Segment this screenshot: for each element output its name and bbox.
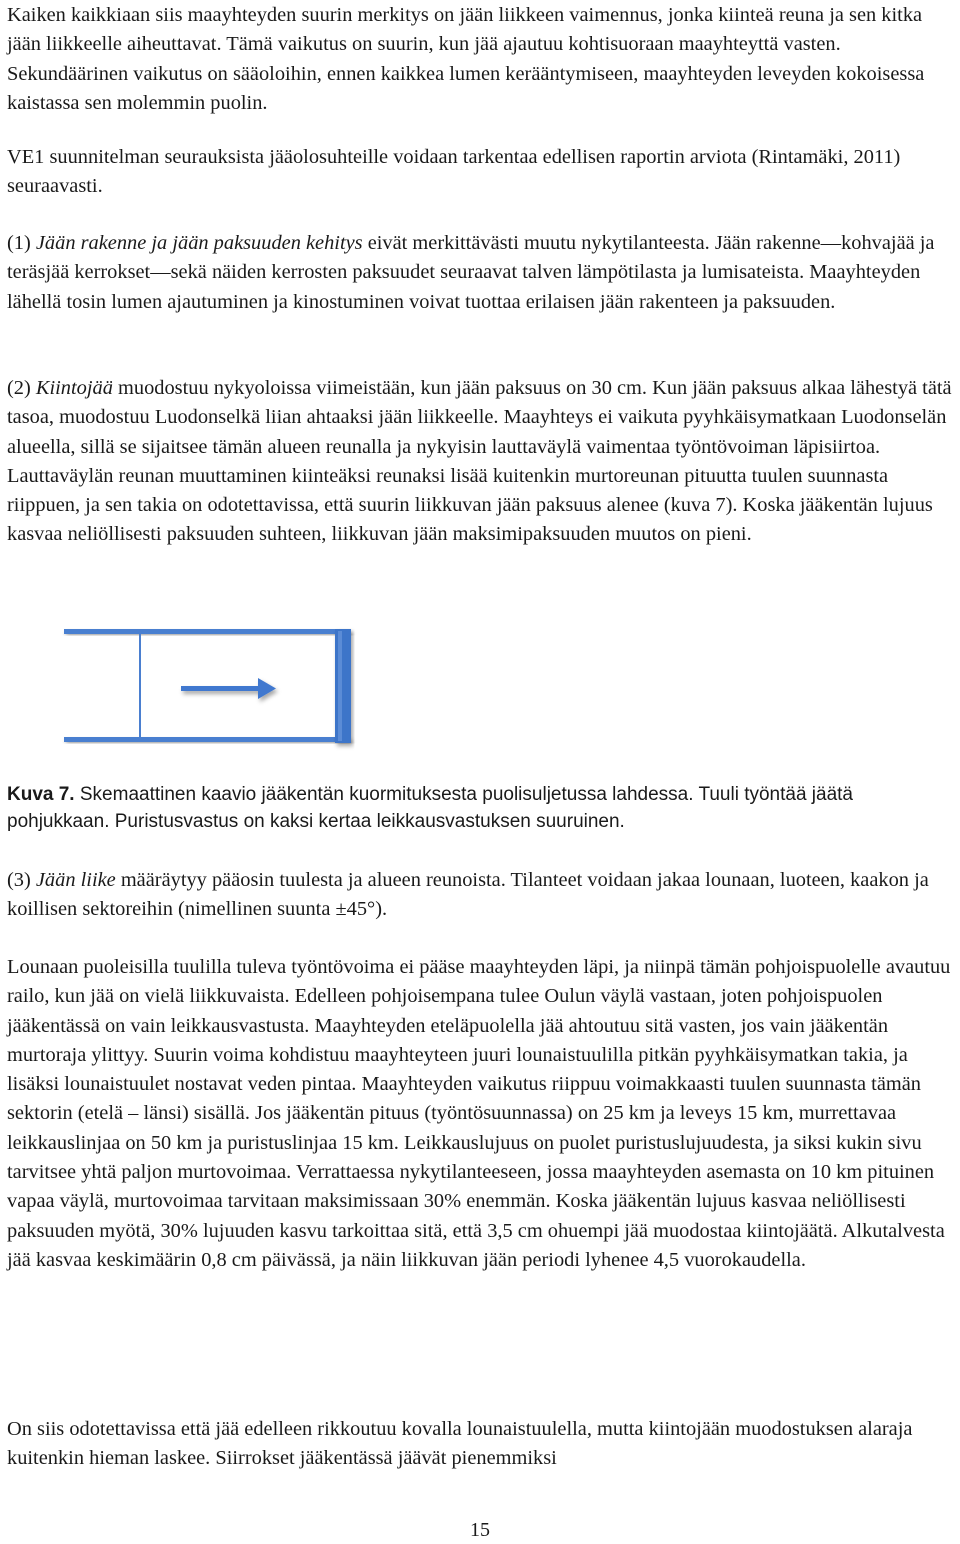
page-number: 15 bbox=[470, 1519, 490, 1541]
paragraph-4-prefix: (2) bbox=[7, 377, 36, 399]
paragraph-5-prefix: (3) bbox=[7, 869, 36, 891]
figure-caption bbox=[7, 781, 957, 835]
paragraph-7: On siis odotettavissa että jää edelleen rikkoutuu kovalla lounaistuulella, mutta kiintojään muodostuksen alaraja kuitenkin hieman laskee. Siirrokset jääkentässä jäävät pienemmiksi bbox=[7, 1418, 913, 1470]
paragraph-4 bbox=[7, 374, 957, 550]
figure-7-diagram bbox=[62, 623, 362, 753]
caption-label: Kuva 7. bbox=[7, 784, 75, 805]
closed-bay-edge bbox=[335, 629, 351, 743]
paragraph-6: Lounaan puoleisilla tuulilla tuleva työntövoima ei pääse maayhteyden läpi, ja niinpä tämän pohjoispuolelle avautuu railo, kun jää on vielä liikkuvaista. Edelleen pohjoisempana tulee Oulun väylä vastaan, joten pohjoispuolen jääkentässä on vain leikkausvastusta. Maayhteyden eteläpuolella jää ahtoutuu sitä vasten, jos vain jääkentän murtoraja ylittyy. Suurin voima kohdistuu maayhteyteen juuri lounaistuulilla pitkän pyyhkäisymatkan takia, ja lisäksi lounaistuulet nostavat veden pintaa. Maayhteyden vaikutus riippuu voimakkaasti tuulen suunnasta tämän sektorin (etelä – länsi) sisällä. Jos jääkentän pituus (työntösuunnassa) on 25 km ja leveys 15 km, murrettavaa leikkauslinjaa on 50 km ja puristuslinjaa 15 km. Leikkauslujuus on puolet puristuslujuudesta, ja siksi kukin sivu tarvitsee yhtä paljon murtovoimaa. Verrattaessa nykytilanteeseen, jossa maayhteyden asemasta on 10 km pituinen vapaa väylä, murtovoimaa tarvitaan maksimissaan 30% enemmän. Koska jääkentän lujuus kasvaa neliöllisesti paksuuden myötä, 30% lujuuden kasvu tarkoittaa sitä, että 3,5 cm ohuempi jää muodostaa kiintojäätä. Alkutalvesta jää kasvaa keskimäärin 0,8 cm päivässä, ja näin liikkuvan jään periodi lyhenee 4,5 vuorokaudella. bbox=[7, 956, 951, 1271]
field-bottom-border bbox=[64, 737, 350, 742]
paragraph-3-italic: Jään rakenne ja jään paksuuden kehitys bbox=[35, 232, 363, 254]
field-divider-line bbox=[139, 634, 141, 737]
wind-push-arrow bbox=[181, 678, 276, 699]
paragraph-5 bbox=[7, 866, 960, 925]
paragraph-2: VE1 suunnitelman seurauksista jääolosuhteille voidaan tarkentaa edellisen raportin arviota (Rintamäki, 2011) seuraavasti. bbox=[7, 146, 901, 198]
field-top-border bbox=[64, 629, 350, 634]
paragraph-3-prefix: (1) bbox=[7, 232, 36, 254]
caption-text: Skemaattinen kaavio jääkentän kuormituksesta puolisuljetussa lahdessa. Tuuli työntää jäätä pohjukkaan. Puristusvastus on kaksi kertaa leikkausvastuksen suuruinen. bbox=[7, 784, 853, 832]
paragraph-1: Kaiken kaikkiaan siis maayhteyden suurin merkitys on jään liikkeen vaimennus, jonka kiinteä reuna ja sen kitka jään liikkeelle aiheuttavat. Tämä vaikutus on suurin, kun jää ajautuu kohtisuoraan maayhteyttä vasten. Sekundäärinen vaikutus on sääoloihin, ennen kaikkea lumen kerääntymiseen, maayhteyden leveyden kokoisessa kaistassa sen molemmin puolin. bbox=[7, 4, 925, 114]
paragraph-4-text: muodostuu nykyoloissa viimeistään, kun jään paksuus on 30 cm. Kun jään paksuus alkaa lähestyä tätä tasoa, muodostuu Luodonselkä liian ahtaaksi jään liikkeelle. Maayhteys ei vaikuta pyyhkäisymatkaan Luodonselän alueella, sillä se sijaitsee tämän alueen reunalla ja nykyisin lauttaväylä vaimentaa työntövoiman läpisiirtoa. Lauttaväylän reunan muuttaminen kiinteäksi reunaksi lisää kuitenkin murtoreunan pituutta tuulen suunnasta riippuen, ja sen takia on odotettavissa, että suurin liikkuvan jään paksuus alenee (kuva 7). Koska jääkentän lujuus kasvaa neliöllisesti paksuuden suhteen, liikkuvan jään maksimipaksuuden muutos on pieni. bbox=[7, 377, 952, 546]
paragraph-5-text: määräytyy pääosin tuulesta ja alueen reunoista. Tilanteet voidaan jakaa lounaan, luoteen, kaakon ja koillisen sektoreihin (nimellinen suunta ±45°). bbox=[7, 869, 929, 921]
paragraph-5-italic: Jään liike bbox=[35, 869, 116, 891]
ice-field-schematic bbox=[62, 623, 362, 753]
paragraph-3-text: eivät merkittävästi muutu nykytilanteesta. Jään rakenne—kohvajää ja teräsjää kerrokset—sekä näiden kerrosten paksuudet seuraavat talven lämpötilasta ja lumisateista. Maayhteyden lähellä tosin lumen ajautuminen ja kinostuminen voivat tuottaa erilaisen jään rakenteen ja paksuuden. bbox=[7, 232, 935, 313]
paragraph-3 bbox=[7, 229, 957, 317]
paragraph-4-italic: Kiintojää bbox=[35, 377, 113, 399]
